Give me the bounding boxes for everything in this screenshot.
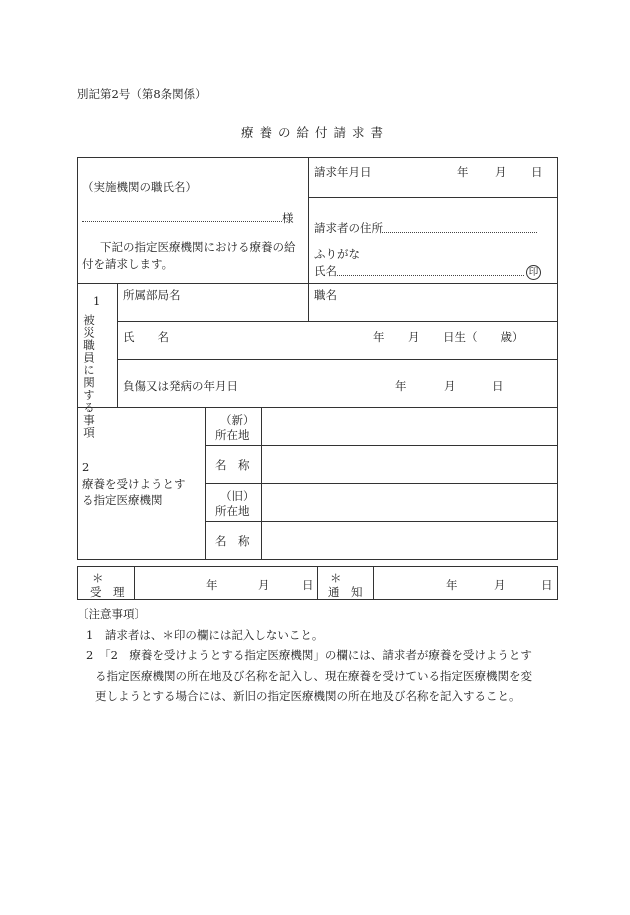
note-item-1: 1 請求者は、＊印の欄には記入しないこと。 — [86, 627, 324, 642]
notified-label: 通 知 — [328, 585, 363, 599]
received-day: 日 — [302, 578, 314, 592]
document-title: 療養の給付請求書 — [240, 125, 389, 140]
note-item-2: 2 「2 療養を受けようとする指定医療機関」の欄には、請求者が療養を受けようとす — [86, 648, 532, 662]
received-star: ＊ — [92, 571, 104, 585]
injury-date-label: 負傷又は発病の年月日 — [123, 379, 238, 393]
notified-day: 日 — [541, 578, 553, 592]
new-location-field[interactable] — [262, 408, 558, 446]
notes-section — [77, 604, 567, 707]
received-month: 月 — [258, 578, 270, 592]
seal-icon: 印 — [526, 265, 541, 280]
dept-cell[interactable] — [118, 284, 309, 322]
requester-name-label: 氏名 — [314, 263, 337, 278]
old-location-field[interactable] — [262, 484, 558, 522]
addressee-label: （実施機関の職氏名） — [82, 180, 197, 194]
employee-name-cell[interactable] — [118, 322, 558, 360]
received-year: 年 — [206, 578, 218, 592]
birth-year: 年 — [373, 330, 385, 344]
dept-label: 所属部局名 — [123, 288, 181, 302]
injury-year: 年 — [395, 379, 407, 393]
addressee-suffix: 様 — [282, 211, 294, 225]
injury-date-cell[interactable] — [118, 360, 558, 408]
new-name-label: 名 称 — [215, 458, 250, 472]
section1-title-cell — [78, 284, 118, 439]
notified-month: 月 — [494, 578, 506, 592]
injury-day: 日 — [492, 379, 504, 393]
request-date-year: 年 — [457, 165, 469, 179]
new-location-label: 所在地 — [215, 428, 250, 442]
injury-month: 月 — [444, 379, 456, 393]
old-location-label-cell — [206, 484, 262, 522]
received-date-field[interactable] — [135, 567, 318, 600]
request-date-day: 日 — [531, 165, 543, 179]
notified-star: ＊ — [330, 571, 342, 585]
section1-number: 1 — [93, 294, 101, 308]
furigana-label: ふりがな — [314, 246, 360, 261]
notified-label-cell — [318, 567, 374, 600]
section2-title-line2: る指定医療機関 — [82, 493, 163, 507]
note-item-2-cont2: 更しようとする場合には、新旧の指定医療機関の所在地及び名称を記入すること。 — [95, 689, 521, 703]
old-name-field[interactable] — [262, 522, 558, 560]
notified-date-field[interactable] — [374, 567, 558, 600]
section2-title-cell — [78, 408, 206, 560]
addressee-block — [78, 158, 309, 284]
old-label: （旧） — [220, 489, 255, 503]
post-label: 職名 — [314, 288, 337, 302]
birth-day-age: 日生（ 歳） — [443, 330, 524, 344]
requester-name-cell[interactable] — [309, 242, 558, 284]
request-date-cell[interactable] — [309, 158, 558, 198]
document-reference: 別記第2号（第8条関係） — [77, 87, 207, 101]
request-date-month: 月 — [495, 165, 507, 179]
new-label: （新） — [220, 413, 255, 427]
new-name-field[interactable] — [262, 446, 558, 484]
request-form-table — [77, 157, 558, 560]
request-text-line2: 付を請求します。 — [82, 257, 174, 271]
received-label-cell — [78, 567, 135, 600]
notified-year: 年 — [446, 578, 458, 592]
section1-title: 被災職員に関する事項 — [82, 314, 96, 439]
employee-name-label: 氏 名 — [123, 330, 169, 344]
section2-title-line1: 療養を受けようとす — [82, 477, 186, 491]
office-use-table — [77, 566, 558, 600]
old-location-label: 所在地 — [215, 504, 250, 518]
notes-heading: 〔注意事項〕 — [77, 607, 146, 621]
old-name-label: 名 称 — [215, 534, 250, 548]
new-name-label-cell — [206, 446, 262, 484]
request-text-line1: 下記の指定医療機関における療養の給 — [100, 240, 296, 254]
old-name-label-cell — [206, 522, 262, 560]
requester-address-cell[interactable] — [309, 198, 558, 242]
section2-number: 2 — [82, 460, 90, 474]
request-date-label: 請求年月日 — [314, 165, 372, 179]
note-item-2-cont1: る指定医療機関の所在地及び名称を記入し、現在療養を受けている指定医療機関を変 — [95, 668, 532, 683]
new-location-label-cell — [206, 408, 262, 446]
post-cell[interactable] — [309, 284, 558, 322]
addressee-field[interactable] — [82, 209, 294, 226]
received-label: 受 理 — [90, 585, 125, 599]
birth-month: 月 — [408, 330, 420, 344]
requester-address-label: 請求者の住所 — [314, 221, 383, 235]
